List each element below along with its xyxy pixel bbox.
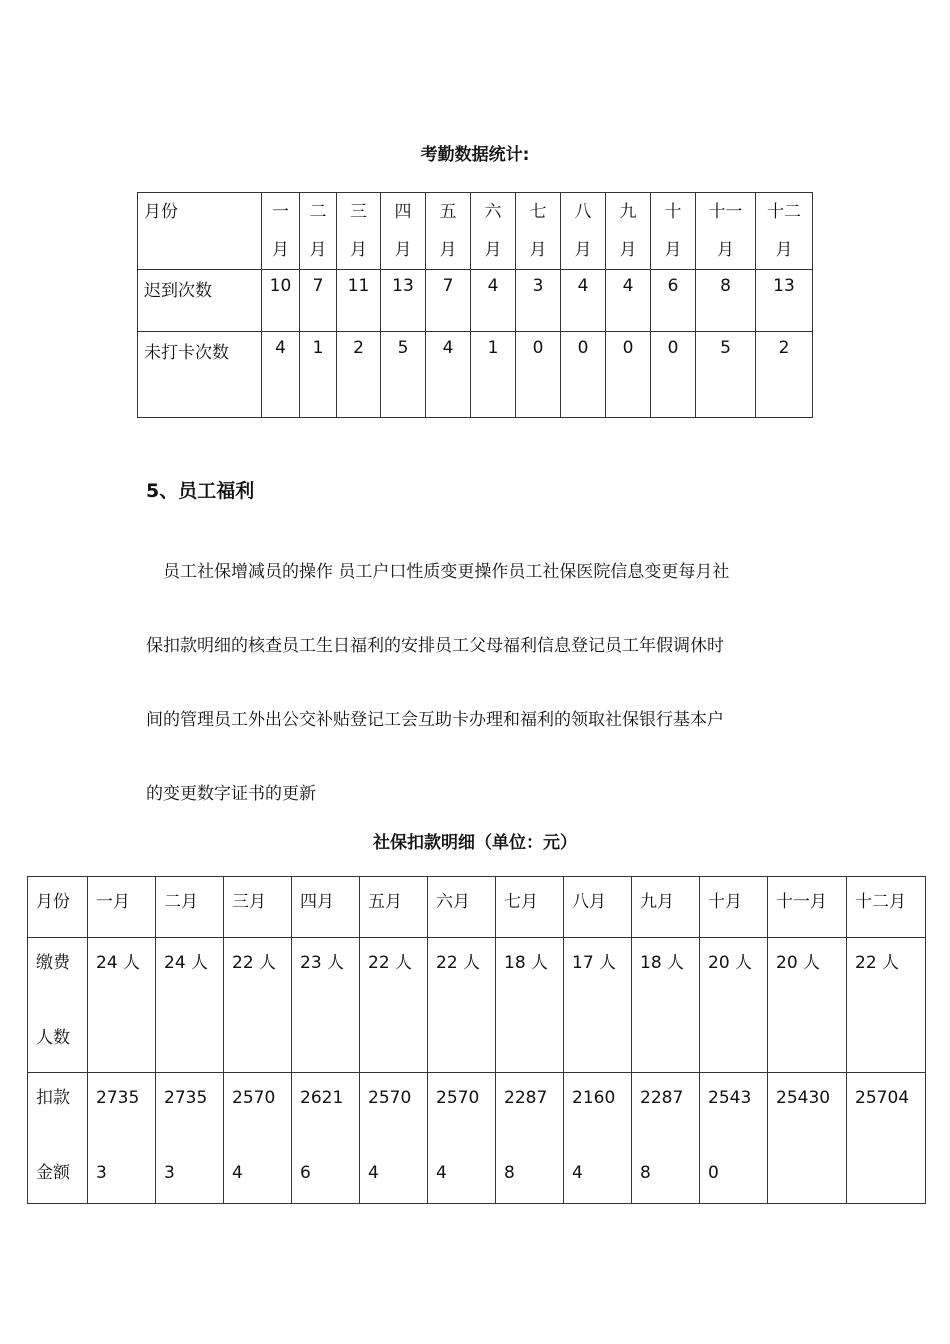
amount-cell: 2287 8 (496, 1073, 564, 1204)
late-count-cell: 4 (606, 270, 651, 332)
late-count-cell: 13 (381, 270, 426, 332)
headcount-cell: 17 人 (564, 938, 632, 1073)
month-header: 四月 (292, 877, 360, 938)
missed-punch-cell: 5 (381, 332, 426, 418)
headcount-cell: 24 人 (156, 938, 224, 1073)
month-header: 十一月 (768, 877, 847, 938)
amount-cell: 25704 (847, 1073, 926, 1204)
headcount-row (28, 938, 926, 1073)
late-count-row (138, 270, 813, 332)
month-header: 九 月 (606, 193, 651, 270)
missed-punch-cell: 0 (561, 332, 606, 418)
attendance-header-label: 月份 (138, 193, 262, 270)
missed-punch-cell: 1 (471, 332, 516, 418)
row-label: 未打卡次数 (138, 332, 262, 418)
late-count-cell: 6 (651, 270, 696, 332)
month-header: 十 月 (651, 193, 696, 270)
late-count-cell: 11 (337, 270, 381, 332)
month-header: 七月 (496, 877, 564, 938)
headcount-cell: 22 人 (428, 938, 496, 1073)
month-header: 二月 (156, 877, 224, 938)
row-label: 迟到次数 (138, 270, 262, 332)
late-count-cell: 7 (300, 270, 337, 332)
late-count-cell: 4 (471, 270, 516, 332)
missed-punch-cell: 1 (300, 332, 337, 418)
headcount-cell: 22 人 (224, 938, 292, 1073)
month-header: 四 月 (381, 193, 426, 270)
month-header: 一月 (88, 877, 156, 938)
headcount-cell: 22 人 (360, 938, 428, 1073)
amount-cell: 2570 4 (360, 1073, 428, 1204)
missed-punch-row (138, 332, 813, 418)
late-count-cell: 3 (516, 270, 561, 332)
paragraph-line: 的变更数字证书的更新 (146, 784, 316, 804)
month-header: 一 月 (262, 193, 300, 270)
month-header: 九月 (632, 877, 700, 938)
month-header: 十二 月 (756, 193, 813, 270)
month-header: 五月 (360, 877, 428, 938)
month-header: 二 月 (300, 193, 337, 270)
missed-punch-cell: 4 (262, 332, 300, 418)
late-count-cell: 13 (756, 270, 813, 332)
missed-punch-cell: 0 (516, 332, 561, 418)
social-insurance-table (27, 876, 926, 1204)
headcount-cell: 23 人 (292, 938, 360, 1073)
month-header: 七 月 (516, 193, 561, 270)
amount-cell: 25430 (768, 1073, 847, 1204)
missed-punch-cell: 2 (756, 332, 813, 418)
section-heading: 5、员工福利 (146, 480, 255, 502)
si-header-row (28, 877, 926, 938)
amount-cell: 2160 4 (564, 1073, 632, 1204)
month-header: 十月 (700, 877, 768, 938)
amount-cell: 2570 4 (224, 1073, 292, 1204)
missed-punch-cell: 5 (696, 332, 756, 418)
late-count-cell: 4 (561, 270, 606, 332)
late-count-cell: 8 (696, 270, 756, 332)
month-header: 八 月 (561, 193, 606, 270)
month-header: 六月 (428, 877, 496, 938)
missed-punch-cell: 0 (651, 332, 696, 418)
attendance-table-title: 考勤数据统计: (420, 145, 530, 165)
headcount-cell: 18 人 (496, 938, 564, 1073)
late-count-cell: 10 (262, 270, 300, 332)
headcount-cell: 24 人 (88, 938, 156, 1073)
paragraph-line: 保扣款明细的核查员工生日福利的安排员工父母福利信息登记员工年假调休时 (146, 636, 724, 656)
amount-cell: 2621 6 (292, 1073, 360, 1204)
month-header: 五 月 (426, 193, 471, 270)
late-count-cell: 7 (426, 270, 471, 332)
paragraph-line: 间的管理员工外出公交补贴登记工会互助卡办理和福利的领取社保银行基本户 (146, 710, 724, 730)
welfare-paragraph (146, 535, 806, 831)
amount-cell: 2543 0 (700, 1073, 768, 1204)
amount-cell: 2735 3 (156, 1073, 224, 1204)
amount-cell: 2570 4 (428, 1073, 496, 1204)
headcount-cell: 22 人 (847, 938, 926, 1073)
missed-punch-cell: 4 (426, 332, 471, 418)
amount-cell: 2287 8 (632, 1073, 700, 1204)
amount-row (28, 1073, 926, 1204)
headcount-cell: 20 人 (768, 938, 847, 1073)
attendance-table (137, 192, 813, 418)
paragraph-line: 员工社保增减员的操作 员工户口性质变更操作员工社保医院信息变更每月社 (146, 562, 730, 582)
social-insurance-table-title: 社保扣款明细（单位：元） (373, 833, 577, 853)
headcount-cell: 18 人 (632, 938, 700, 1073)
month-header: 六 月 (471, 193, 516, 270)
month-header: 八月 (564, 877, 632, 938)
amount-cell: 2735 3 (88, 1073, 156, 1204)
month-header: 三 月 (337, 193, 381, 270)
si-header-label: 月份 (28, 877, 88, 938)
row-label: 扣款 金额 (28, 1073, 88, 1204)
missed-punch-cell: 0 (606, 332, 651, 418)
attendance-header-row (138, 193, 813, 270)
missed-punch-cell: 2 (337, 332, 381, 418)
month-header: 三月 (224, 877, 292, 938)
headcount-cell: 20 人 (700, 938, 768, 1073)
month-header: 十一 月 (696, 193, 756, 270)
month-header: 十二月 (847, 877, 926, 938)
row-label: 缴费 人数 (28, 938, 88, 1073)
